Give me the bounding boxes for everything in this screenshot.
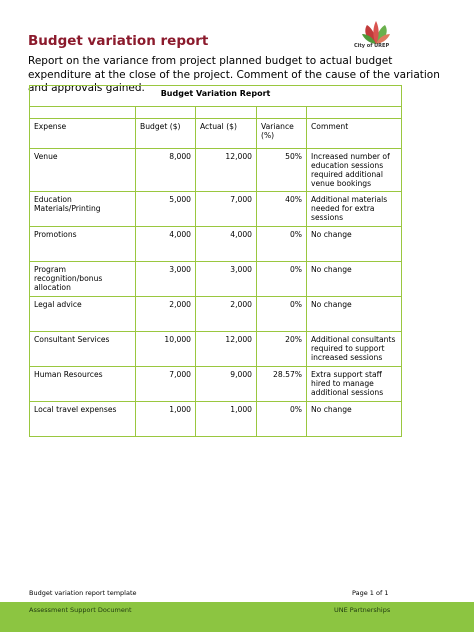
comment-cell: No change [307, 402, 402, 437]
table-row [30, 227, 402, 262]
table-row [30, 367, 402, 402]
expense-cell: Promotions [30, 227, 136, 262]
variance-cell: 0% [257, 402, 307, 437]
variance-cell: 40% [257, 192, 307, 227]
budget-cell: 1,000 [136, 402, 196, 437]
budget-cell: 8,000 [136, 149, 196, 192]
table-row [30, 262, 402, 297]
logo-text: City of UREP [354, 43, 390, 49]
variance-cell: 50% [257, 149, 307, 192]
comment-cell: Increased number of education sessions required additional venue bookings [307, 149, 402, 192]
footer-right-note: UNE Partnerships [334, 606, 391, 614]
table-row [30, 192, 402, 227]
budget-cell: 2,000 [136, 297, 196, 332]
column-header-variance: Variance (%) [257, 119, 307, 149]
budget-cell: 10,000 [136, 332, 196, 367]
budget-cell: 3,000 [136, 262, 196, 297]
column-header-expense: Expense [30, 119, 136, 149]
column-header-budget: Budget ($) [136, 119, 196, 149]
spacer-cell [257, 107, 307, 119]
table-row [30, 402, 402, 437]
comment-cell: Additional materials needed for extra sessions [307, 192, 402, 227]
column-header-comment: Comment [307, 119, 402, 149]
comment-cell: No change [307, 297, 402, 332]
actual-cell: 3,000 [196, 262, 257, 297]
budget-cell: 4,000 [136, 227, 196, 262]
column-header-actual: Actual ($) [196, 119, 257, 149]
actual-cell: 4,000 [196, 227, 257, 262]
actual-cell: 12,000 [196, 149, 257, 192]
comment-cell: No change [307, 227, 402, 262]
budget-cell: 7,000 [136, 367, 196, 402]
table-row [30, 332, 402, 367]
table-row [30, 149, 402, 192]
variance-cell: 0% [257, 227, 307, 262]
table-row [30, 297, 402, 332]
footer-bar [0, 602, 474, 632]
footer-left-note: Assessment Support Document [29, 606, 132, 614]
variance-cell: 0% [257, 297, 307, 332]
table-header-row [30, 119, 402, 149]
footer-template-name: Budget variation report template [29, 589, 137, 597]
comment-cell: Additional consultants required to support increased sessions [307, 332, 402, 367]
expense-cell: Local travel expenses [30, 402, 136, 437]
actual-cell: 1,000 [196, 402, 257, 437]
expense-cell: Legal advice [30, 297, 136, 332]
comment-cell: No change [307, 262, 402, 297]
footer-page-number: Page 1 of 1 [352, 589, 389, 597]
spacer-cell [196, 107, 257, 119]
intro-paragraph: Report on the variance from project planned budget to actual budget expenditure at the close of the project. Comment of the cause of the variation and approvals gained. [28, 55, 440, 94]
actual-cell: 9,000 [196, 367, 257, 402]
variance-cell: 20% [257, 332, 307, 367]
actual-cell: 12,000 [196, 332, 257, 367]
comment-cell: Extra support staff hired to manage additional sessions [307, 367, 402, 402]
expense-cell: Education Materials/Printing [30, 192, 136, 227]
expense-cell: Venue [30, 149, 136, 192]
spacer-cell [30, 107, 136, 119]
spacer-cell [136, 107, 196, 119]
expense-cell: Human Resources [30, 367, 136, 402]
variance-cell: 28.57% [257, 367, 307, 402]
page-title: Budget variation report [28, 33, 209, 49]
variance-cell: 0% [257, 262, 307, 297]
expense-cell: Program recognition/bonus allocation [30, 262, 136, 297]
actual-cell: 2,000 [196, 297, 257, 332]
budget-variation-table [29, 85, 402, 437]
budget-cell: 5,000 [136, 192, 196, 227]
table-caption: Budget Variation Report [30, 86, 402, 107]
spacer-cell [307, 107, 402, 119]
actual-cell: 7,000 [196, 192, 257, 227]
expense-cell: Consultant Services [30, 332, 136, 367]
